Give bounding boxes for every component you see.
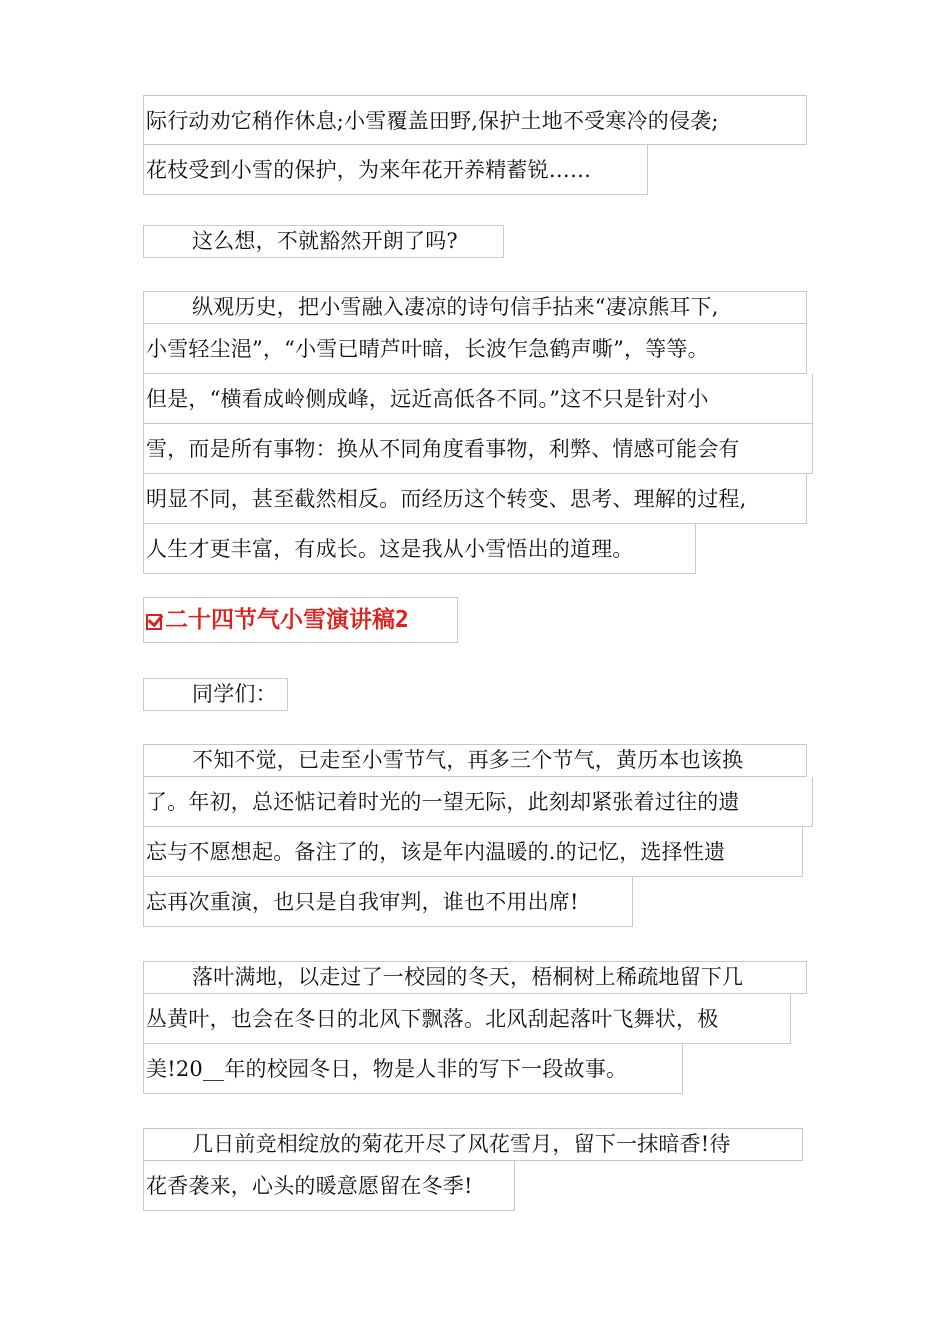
text-line: 同学们： [143,678,288,711]
text-line: 不知不觉，已走至小雪节气，再多三个节气，黄历本也该换 [143,744,807,777]
paragraph [143,961,813,1094]
text-line: 小雪轻尘浥”，“小雪已晴芦叶暗，长波乍急鹤声嘶”，等等。 [143,324,807,374]
paragraph [143,291,813,574]
text-line: 几日前竞相绽放的菊花开尽了风花雪月，留下一抹暗香!待 [143,1128,803,1161]
paragraph-greeting [143,678,813,711]
text-line: 丛黄叶，也会在冬日的北风下飘落。北风刮起落叶飞舞状，极 [143,994,791,1044]
text-line: 忘再次重演，也只是自我审判，谁也不用出席! [143,877,633,927]
heading-text: 二十四节气小雪演讲稿2 [165,607,409,633]
text-line: 明显不同，甚至截然相反。而经历这个转变、思考、理解的过程, [143,474,807,524]
text-line: 际行动劝它稍作休息;小雪覆盖田野,保护土地不受寒冷的侵袭; [143,95,807,145]
text-line: 纵观历史，把小雪融入凄凉的诗句信手拈来“凄凉熊耳下, [143,291,807,324]
paragraph-continuation [143,95,813,195]
paragraph [143,225,813,258]
text-line: 忘与不愿想起。备注了的，该是年内温暖的.的记忆，选择性遗 [143,827,803,877]
text-line: 花枝受到小雪的保护，为来年花开养精蓄锐…… [143,145,648,195]
paragraph [143,744,813,927]
text-line: 人生才更丰富，有成长。这是我从小雪悟出的道理。 [143,524,696,574]
checkbox-checked-icon [146,614,162,630]
paragraph [143,1128,813,1211]
text-line: 美!20__年的校园冬日，物是人非的写下一段故事。 [143,1044,683,1094]
text-line: 了。年初，总还惦记着时光的一望无际，此刻却紧张着过往的遗 [143,777,813,827]
text-line: 落叶满地，以走过了一校园的冬天，梧桐树上稀疏地留下几 [143,961,807,994]
section-heading [143,597,458,643]
text-line: 雪，而是所有事物：换从不同角度看事物，利弊、情感可能会有 [143,424,813,474]
text-line: 花香袭来，心头的暖意愿留在冬季! [143,1161,515,1211]
text-line: 但是，“横看成岭侧成峰，远近高低各不同。”这不只是针对小 [143,374,813,424]
text-line: 这么想，不就豁然开朗了吗? [143,225,504,258]
